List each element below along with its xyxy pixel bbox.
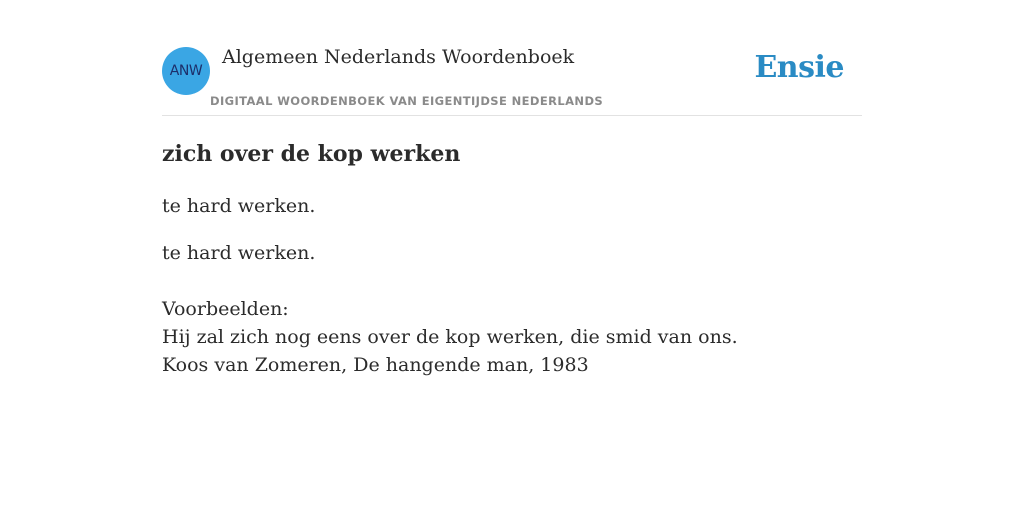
ensie-brand-logo[interactable]: Ensie — [754, 50, 844, 85]
definition-1: te hard werken. — [162, 195, 316, 217]
entry-content — [162, 138, 862, 379]
logo-text: ANW — [169, 63, 203, 79]
site-subtitle: DIGITAAL WOORDENBOEK VAN EIGENTIJDSE NEDERLANDS — [210, 94, 604, 108]
site-title[interactable]: Algemeen Nederlands Woordenboek — [222, 46, 575, 68]
example-source: Koos van Zomeren, De hangende man, 1983 — [162, 354, 589, 376]
site-header — [162, 44, 862, 116]
definition-2: te hard werken. — [162, 242, 316, 264]
entry-term: zich over de kop werken — [162, 141, 461, 167]
example-sentence: Hij zal zich nog eens over de kop werken, die smid van ons. — [162, 326, 738, 348]
examples-label: Voorbeelden: — [162, 298, 289, 320]
anw-logo[interactable] — [162, 47, 210, 95]
examples-block — [162, 295, 862, 379]
